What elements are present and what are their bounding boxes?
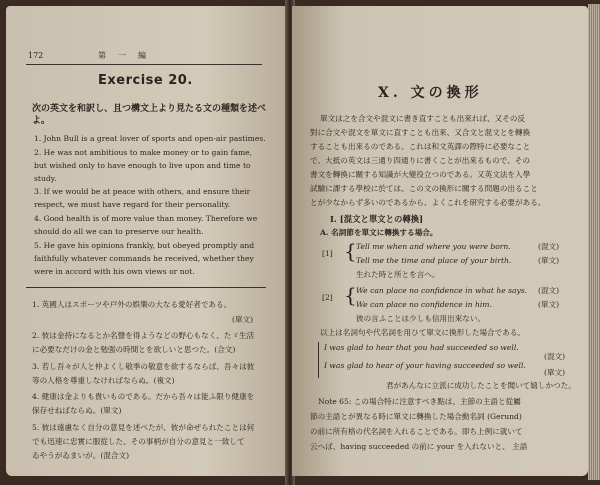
answer-line: でも迅速に忠實に服從した、その事柄が自分の意見と一致して <box>32 437 245 446</box>
page-number: 172 <box>28 51 44 60</box>
section-divider <box>26 287 266 288</box>
example-line: Tell me the time and place of your birth. <box>356 256 512 265</box>
exercise-title: Exercise 20. <box>98 73 193 88</box>
intro-line: 書文を轉換に關する知識が大變役立つのである。又英文法を入學 <box>310 170 531 179</box>
exercise-line: study. <box>34 174 57 183</box>
exercise-line: 3. If we would be at peace with others, and ensure their <box>34 187 251 196</box>
example-line: I was glad to hear that you had succeeded so well. <box>324 343 519 352</box>
intro-line: 單文は之を合文や混文に書き直すことも出來れば、又その反 <box>320 114 526 123</box>
example-tag: (混文) <box>538 242 560 251</box>
example-tag: (混文) <box>544 352 566 361</box>
section-heading: I. [混文と單文との轉換] <box>330 214 424 224</box>
example-line: I was glad to hear of your having succeeded so well. <box>324 361 526 370</box>
answer-line: 等の人格を尊重しなければならぬ。(複文) <box>32 376 175 385</box>
example-tag: (混文) <box>538 286 560 295</box>
exercise-line: 4. Good health is of more value than money. Therefore we <box>34 214 258 223</box>
intro-line: で、大抵の英文は三通り四通りに書くことが出來るもので、その <box>310 156 530 165</box>
example-tag: (單文) <box>538 300 560 309</box>
instruction-line: 次の英文を和訳し、且つ構文上より見たる文の種類を述べ <box>32 104 267 114</box>
right-page <box>292 6 588 476</box>
intro-line: 對に合文や混文を單文に直すことも出來、又合文と混文とを轉換 <box>310 128 531 137</box>
bracket: { <box>344 283 357 307</box>
note-line: 以上は名詞句や代名詞を用ひて單文に換形した場合である。 <box>320 328 526 337</box>
note-65-line: 節の主語とが異なる時に單文に轉換した場合動名詞 (Gerund) <box>310 412 522 421</box>
example-line: We can place no confidence in him. <box>356 300 492 309</box>
exercise-line: but wished only to have enough to live upon and time to <box>34 161 251 170</box>
example-tag: (單文) <box>538 256 560 265</box>
sub-heading: A. 名詞節を單文に轉換する場合。 <box>320 228 438 237</box>
example-line: Tell me when and where you were born. <box>356 242 511 251</box>
answer-line: に必要なだけの金と勉强の時間とを欲しいと思つた。(合文) <box>32 345 236 354</box>
answer-line: ゐやうがゐまいが。(混合文) <box>32 451 130 460</box>
answer-line: 1. 英國人はスポーツや戸外の娯樂の大なる愛好者である。 <box>32 300 232 309</box>
answer-line: 保存せねばならぬ。(單文) <box>32 406 122 415</box>
exercise-line: should do all we can to preserve our health. <box>34 227 204 236</box>
exercise-line: 5. He gave his opinions frankly, but obeyed promptly and <box>34 241 255 250</box>
translation: 君があんなに立派に成功したことを聞いて嬉しかつた。 <box>386 381 576 390</box>
header-rule <box>26 64 262 65</box>
note-65-line: Note 65: この場合特に注意すべき點は、主節の主語と從屬 <box>318 397 521 406</box>
example-tag: (單文) <box>544 368 566 377</box>
translation: 生れた時と所とを言へ。 <box>356 270 440 279</box>
page-edges <box>588 4 600 480</box>
running-head: 第 一 編 <box>98 51 148 60</box>
intro-line: 試驗に課する學校に於ては、この文の換形に關する問題の出ること <box>310 184 538 193</box>
left-page <box>6 6 288 476</box>
exercise-line: were in accord with his own views or not. <box>34 267 195 276</box>
example-number: [2] <box>322 293 333 302</box>
example-number: [1] <box>322 249 333 258</box>
exercise-line: faithfully whatever commands he received, whether they <box>34 254 254 263</box>
answer-line: 4. 健康は金よりも貴いものである。だから吾々は能ふ限り健康を <box>32 392 255 401</box>
answer-line: 3. 若し吾々が人と仲よくし敬季の敬意を欲するならば、吾々は彼 <box>32 362 255 371</box>
note-65-line: 云へば、having succeeded の前に your を入れないと、 主語 <box>310 442 528 451</box>
answer-line: 2. 彼は金持になるとか名聲を得ようなどの野心もなく、たゞ生活 <box>32 331 255 340</box>
translation: 彼の言ふことは少しも信用出來ない。 <box>356 314 486 323</box>
exercise-line: 1. John Bull is a great lover of sports and open-air pastimes. <box>34 134 266 143</box>
note-65-line: の前に所有格の代名詞を入れることである。即ち上例に就いて <box>310 427 523 436</box>
exercise-line: respect, we must have regard for their personality. <box>34 200 231 209</box>
instruction-line: よ。 <box>32 116 51 126</box>
exercise-line: 2. He was not ambitious to make money or to gain fame, <box>34 148 253 157</box>
example-line: We can place no confidence in what he says. <box>356 286 528 295</box>
intro-line: することも出來るのである。これは和文英譯の際特に必要なこと <box>310 142 531 151</box>
bracket: { <box>344 239 357 263</box>
chapter-title: X. 文の換形 <box>378 85 483 101</box>
intro-line: とが少なからず多いのであるから、よくこれを研究する必要がある。 <box>310 198 546 207</box>
answer-line: (單文) <box>232 315 254 324</box>
answer-line: 5. 彼は遠慮なく自分の意見を述べたが、彼が命ぜられたことは何 <box>32 423 255 432</box>
